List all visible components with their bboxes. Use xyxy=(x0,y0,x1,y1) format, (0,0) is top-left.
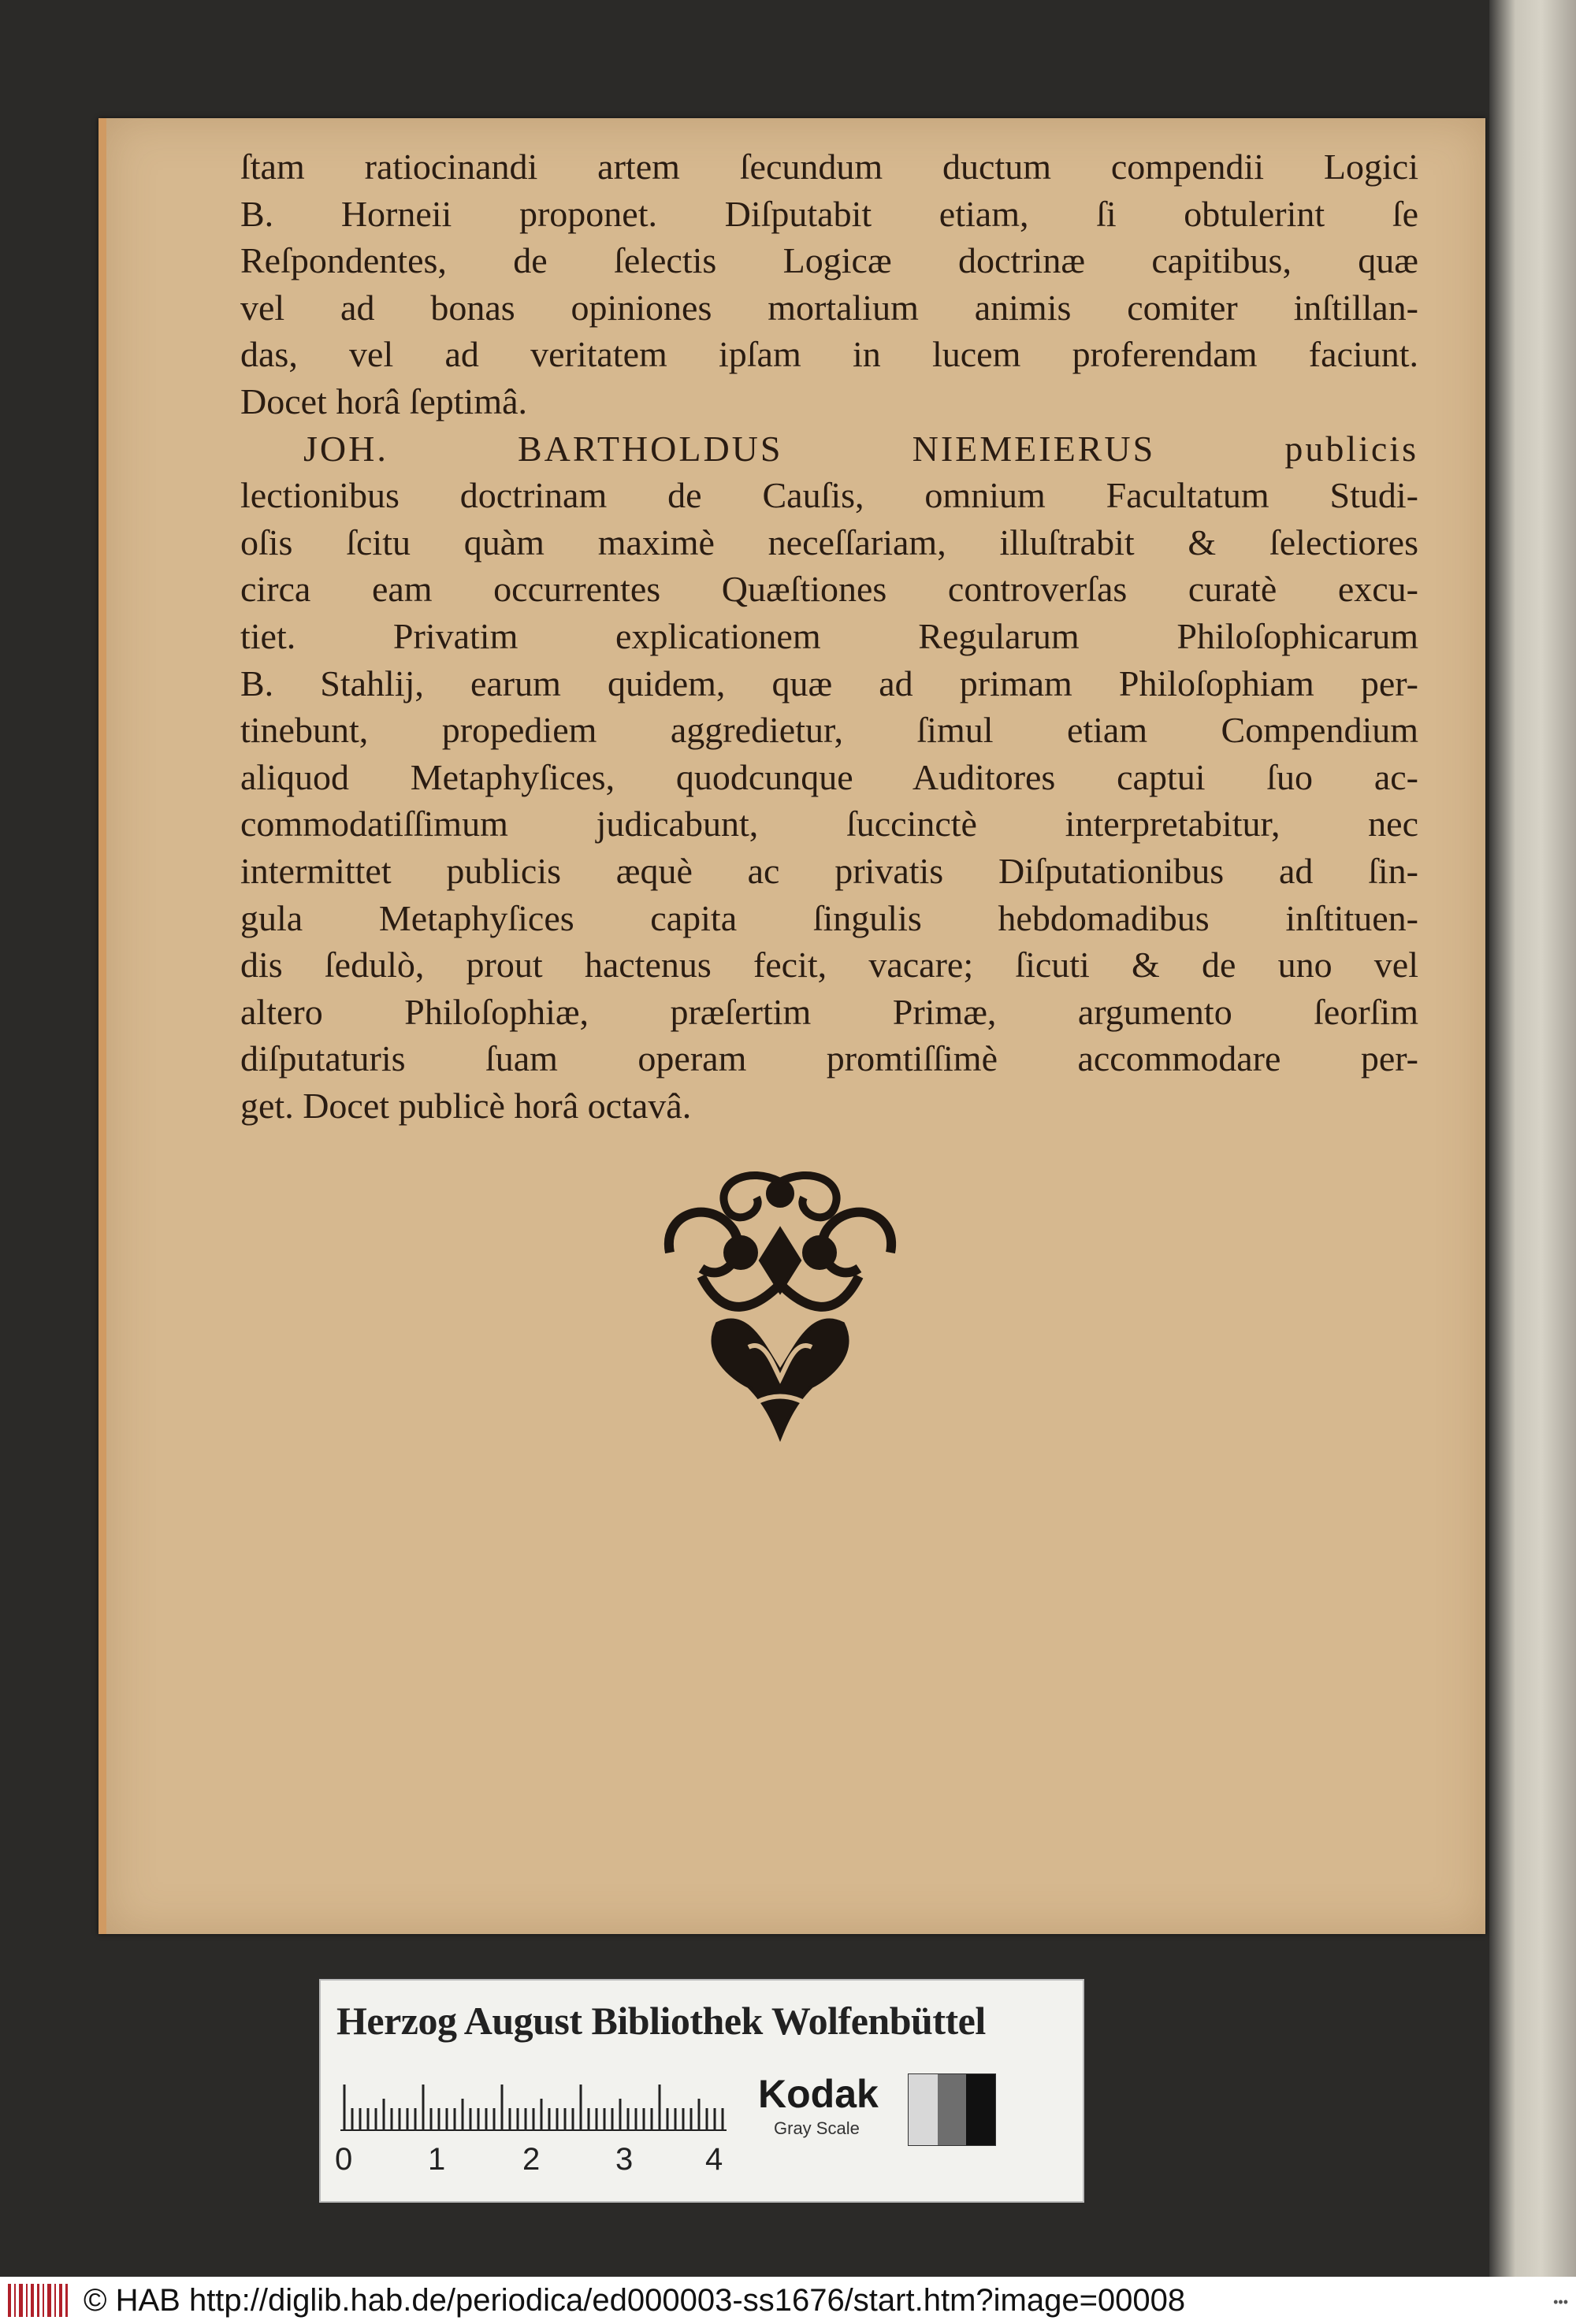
text-line: altero Philoſophiæ, præſertim Primæ, argumento ſeorſim xyxy=(240,991,1418,1032)
page-text xyxy=(240,143,1418,1129)
text-line: lectionibus doctrinam de Cauſis, omnium Facultatum Studi- xyxy=(240,475,1418,516)
swatch-dark xyxy=(966,2074,995,2145)
text-line: commodatiſſimum judicabunt, ſuccinctè interpretabitur, nec xyxy=(240,804,1418,845)
text-line: gula Metaphyſices capita ſingulis hebdomadibus inſtituen- xyxy=(240,897,1418,938)
text-line: dis ſedulò, prout hactenus fecit, vacare; ſicuti & de uno vel xyxy=(240,945,1418,986)
text-line: tiet. Privatim explicationem Regularum Philoſophicarum xyxy=(240,615,1418,656)
text-line: B. Stahlij, earum quidem, quæ ad primam Philoſophiam per- xyxy=(240,663,1418,704)
gray-scale-swatch xyxy=(908,2073,996,2146)
ruler-number: 4 xyxy=(705,2142,723,2177)
library-name: Herzog August Bibliothek Wolfenbüttel xyxy=(336,1999,986,2043)
footer-bar xyxy=(0,2277,1576,2324)
swatch-mid xyxy=(938,2074,967,2145)
text-line: B. Horneii proponet. Diſputabit etiam, ſi obtulerint ſe xyxy=(240,193,1418,234)
scale-ruler xyxy=(340,2085,727,2132)
text-line: aliquod Metaphyſices, quodcunque Auditores captui ſuo ac- xyxy=(240,756,1418,797)
ruler-number: 0 xyxy=(335,2142,353,2177)
text-line: diſputaturis ſuam operam promtiſſimè accommodare per- xyxy=(240,1038,1418,1079)
kodak-logo: Kodak xyxy=(758,2072,879,2116)
text-line: vel ad bonas opiniones mortalium animis comiter inſtillan- xyxy=(240,287,1418,328)
text-line: tinebunt, propediem aggredietur, ſimul etiam Compendium xyxy=(240,710,1418,751)
ruler-number: 1 xyxy=(428,2142,446,2177)
adjacent-book-edge xyxy=(1489,0,1576,2277)
archive-label-card xyxy=(319,1979,1084,2203)
text-line: intermittet publicis æquè ac privatis Diſputationibus ad ſin- xyxy=(240,850,1418,891)
kodak-gray-scale: Gray Scale xyxy=(774,2118,860,2138)
text-line: das, vel ad veritatem ipſam in lucem proferendam faciunt. xyxy=(240,334,1418,375)
text-line: Reſpondentes, de ſelectis Logicæ doctrinæ capitibus, quæ xyxy=(240,240,1418,281)
text-line-author: JOH. BARTHOLDUS NIEMEIERUS publicis xyxy=(303,428,1418,469)
swatch-light xyxy=(909,2074,938,2145)
ruler-number: 2 xyxy=(522,2142,541,2177)
text-line: ſtam ratiocinandi artem ſecundum ductum compendii Logici xyxy=(240,147,1418,187)
hab-barcode-icon xyxy=(8,2284,69,2317)
printers-ornament xyxy=(654,1166,906,1442)
text-line: Docet horâ ſeptimâ. xyxy=(240,381,528,421)
text-line: circa eam occurrentes Quæſtiones controverſas curatè excu- xyxy=(240,569,1418,610)
text-line: get. Docet publicè horâ octavâ. xyxy=(240,1085,692,1126)
footer-dots: ••• xyxy=(1553,2294,1568,2310)
footer-link[interactable]: © HAB http://diglib.hab.de/periodica/ed000003-ss1676/start.htm?image=00008 xyxy=(84,2282,1186,2318)
ruler-number: 3 xyxy=(615,2142,634,2177)
text-line: oſis ſcitu quàm maximè neceſſariam, illuſtrabit & ſelectiores xyxy=(240,522,1418,562)
